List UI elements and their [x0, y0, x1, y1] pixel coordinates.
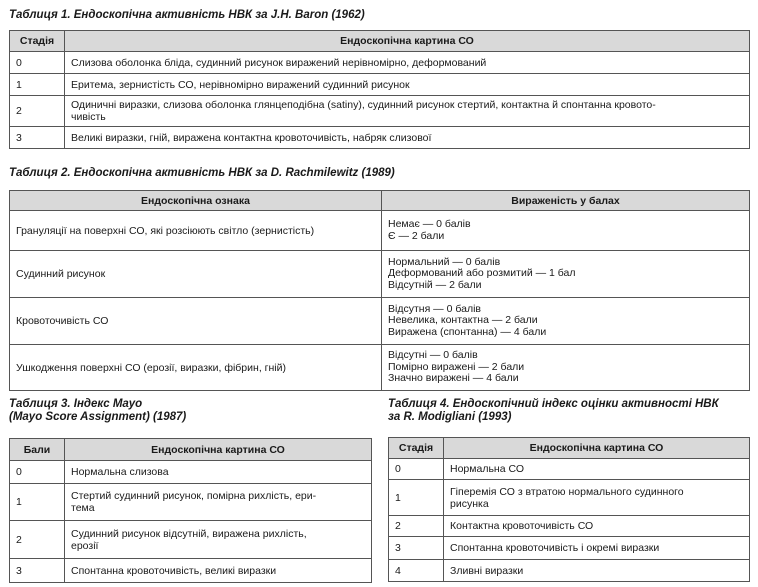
table-row — [10, 251, 750, 298]
table2-score-line: Нормальний — 0 балів — [388, 255, 501, 268]
table2-sign: Грануляції на поверхні СО, які розсіюють світло (зернистість) — [10, 211, 382, 251]
table2-score-line: Невелика, контактна — 2 бали — [388, 314, 538, 327]
table-row — [10, 52, 750, 74]
table4-caption — [388, 398, 719, 424]
table1-stage: 2 — [10, 96, 65, 127]
table3-header-picture: Ендоскопічна картина СО — [65, 439, 372, 461]
table-row — [389, 516, 750, 537]
table-row — [10, 484, 372, 521]
table3-description: Стертий судинний рисунок, помірна рихлість, ери- тема — [65, 484, 372, 521]
table2-scores — [382, 345, 750, 391]
table3-header-score: Бали — [10, 439, 65, 461]
table3-description: Судинний рисунок відсутній, виражена рихлість, ерозії — [65, 521, 372, 559]
table-row — [10, 211, 750, 251]
table4-description: Контактна кровоточивість СО — [444, 516, 750, 537]
table1-caption: Таблиця 1. Ендоскопічна активність НВК за J.H. Baron (1962) — [9, 9, 365, 21]
table2-score-line: Відсутній — 2 бали — [388, 278, 482, 291]
table2 — [9, 190, 750, 391]
table-row — [10, 559, 372, 583]
table4-description: Спонтанна кровоточивість і окремі виразки — [444, 537, 750, 560]
table2-caption: Таблиця 2. Ендоскопічна активність НВК за D. Rachmilewitz (1989) — [9, 167, 395, 179]
table3-score: 0 — [10, 461, 65, 484]
table4-stage: 1 — [389, 480, 444, 516]
table3-score: 1 — [10, 484, 65, 521]
table1-stage: 3 — [10, 127, 65, 149]
table-row — [389, 537, 750, 560]
table-row — [10, 96, 750, 127]
table2-score-line: Значно виражені — 4 бали — [388, 372, 519, 385]
table4-description: Гіперемія СО з втратою нормального судинного рисунка — [444, 480, 750, 516]
table2-header-score: Вираженість у балах — [382, 191, 750, 211]
table-row — [10, 127, 750, 149]
table2-score-line: Є — 2 бали — [388, 229, 445, 242]
table2-score-line: Відсутня — 0 балів — [388, 302, 481, 315]
table4-description: Нормальна СО — [444, 459, 750, 480]
table4-header-picture: Ендоскопічна картина СО — [444, 438, 750, 459]
table3-caption — [9, 398, 186, 424]
table-row — [389, 560, 750, 582]
table1-description: Еритема, зернистість СО, нерівномірно виражений судинний рисунок — [65, 74, 750, 96]
table3-caption-line2: (Mayo Score Assignment) (1987) — [9, 411, 187, 423]
table3 — [9, 438, 372, 583]
table2-score-line: Немає — 0 балів — [388, 218, 471, 230]
table2-scores — [382, 211, 750, 251]
table-row — [10, 461, 372, 484]
table3-score: 2 — [10, 521, 65, 559]
table1-header-stage: Стадія — [10, 31, 65, 52]
table1-description: Одиничні виразки, слизова оболонка глянцеподібна (satiny), судинний рисунок стертий, контактна й спонтанна кровото- чивість — [65, 96, 750, 127]
table4-stage: 3 — [389, 537, 444, 560]
table2-sign: Кровоточивість СО — [10, 298, 382, 345]
table4-caption-line1: Таблиця 4. Ендоскопічний індекс оцінки активності НВК — [388, 398, 719, 410]
table2-score-line: Відсутні — 0 балів — [388, 349, 478, 362]
table4-stage: 0 — [389, 459, 444, 480]
table4-stage: 2 — [389, 516, 444, 537]
table1-stage: 1 — [10, 74, 65, 96]
table1-stage: 0 — [10, 52, 65, 74]
table3-score: 3 — [10, 559, 65, 583]
table4-description: Зливні виразки — [444, 560, 750, 582]
table3-description: Нормальна слизова — [65, 461, 372, 484]
table2-scores — [382, 298, 750, 345]
table2-header-sign: Ендоскопічна ознака — [10, 191, 382, 211]
table2-sign: Ушкодження поверхні СО (ерозії, виразки, фібрин, гній) — [10, 345, 382, 391]
table1-header-picture: Ендоскопічна картина СО — [65, 31, 750, 52]
table2-score-line: Помірно виражені — 2 бали — [388, 360, 525, 373]
table-row — [10, 345, 750, 391]
table-row — [389, 459, 750, 480]
table4-stage: 4 — [389, 560, 444, 582]
table3-description: Спонтанна кровоточивість, великі виразки — [65, 559, 372, 583]
table2-score-line: Виражена (спонтанна) — 4 бали — [388, 325, 547, 338]
table1-description: Великі виразки, гній, виражена контактна кровоточивість, набряк слизової — [65, 127, 750, 149]
table2-score-line: Деформований або розмитий — 1 бал — [388, 267, 576, 280]
table4 — [388, 437, 750, 582]
table-row — [389, 480, 750, 516]
table-row — [10, 298, 750, 345]
table-row — [10, 74, 750, 96]
table1-description: Слизова оболонка бліда, судинний рисунок виражений нерівномірно, деформований — [65, 52, 750, 74]
table1 — [9, 30, 750, 149]
table2-scores — [382, 251, 750, 298]
table3-caption-line1: Таблиця 3. Індекс Mayo — [9, 398, 143, 410]
table4-caption-line2: за R. Modigliani (1993) — [388, 411, 512, 423]
table4-header-stage: Стадія — [389, 438, 444, 459]
table-row — [10, 521, 372, 559]
table2-sign: Судинний рисунок — [10, 251, 382, 298]
